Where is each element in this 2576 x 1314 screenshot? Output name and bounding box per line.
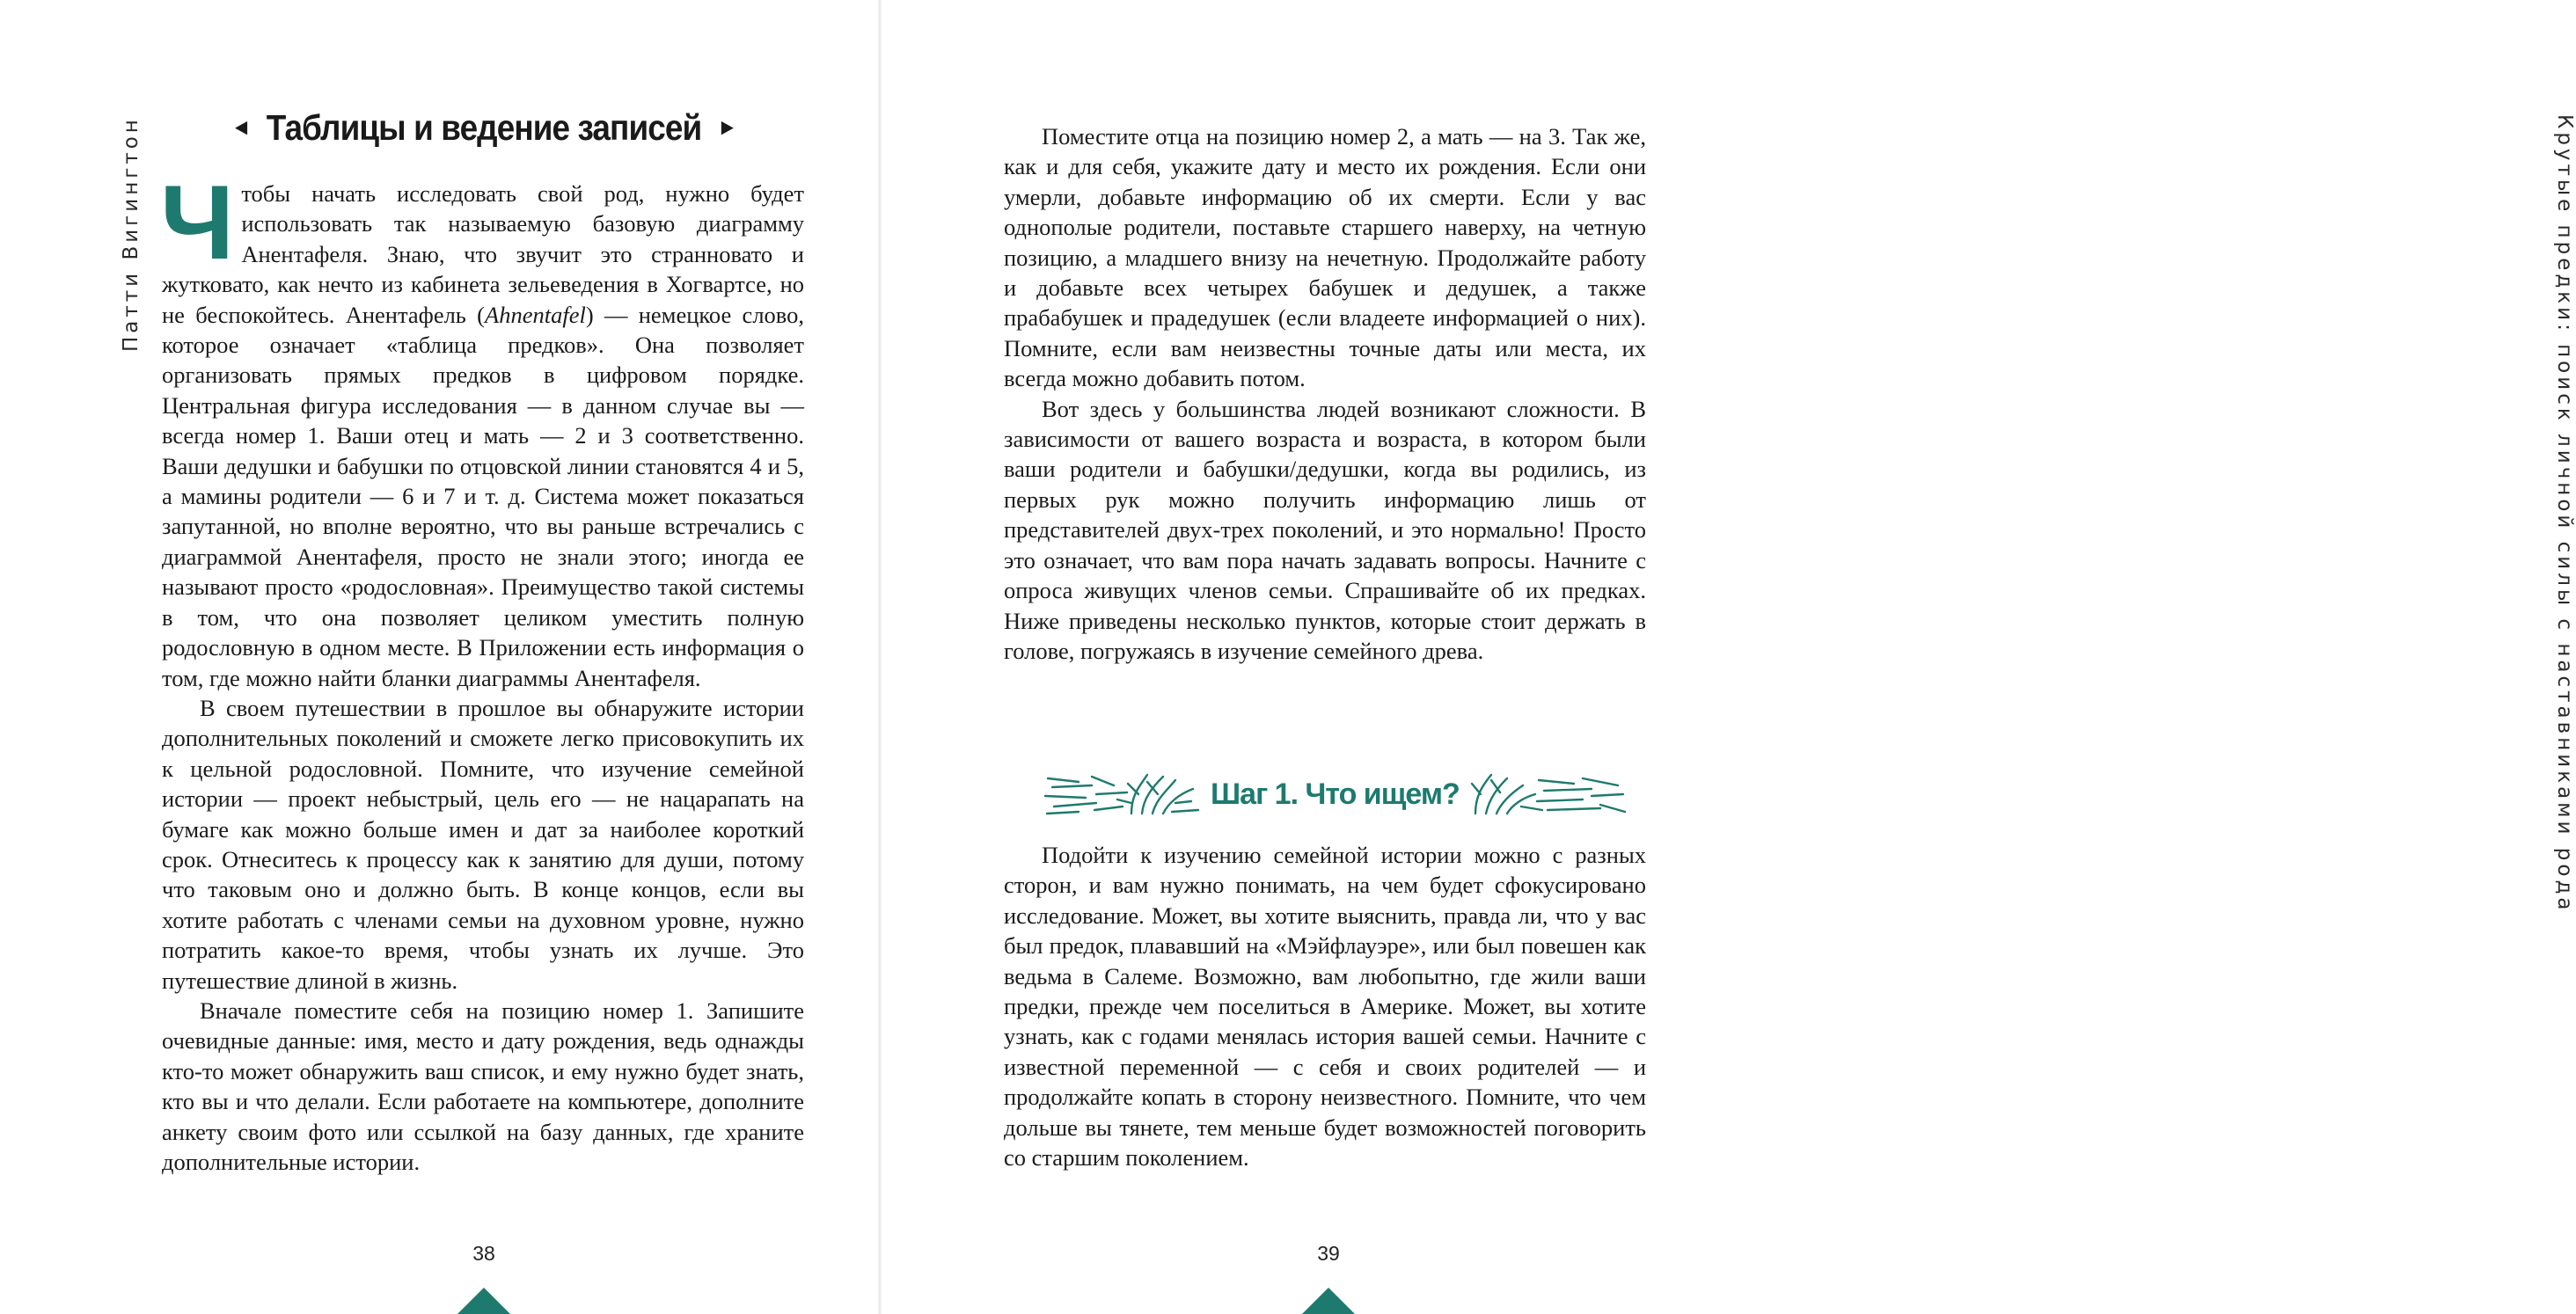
running-head-author: Патти Вигингтон: [120, 116, 143, 352]
page-number: 39: [1317, 1242, 1340, 1265]
italic-term: Ahnentafel: [485, 301, 586, 328]
chapter-title-text: Таблицы и ведение записей: [266, 107, 702, 148]
right-body-text: [1004, 121, 1646, 666]
right-triangle-icon: ►: [717, 113, 737, 140]
right-page: [880, 0, 2576, 1314]
running-head-book-title: Крутые предки: поиск личной силы с наставниками рода: [2553, 114, 2576, 914]
seaweed-ornament-icon: [1043, 768, 1202, 821]
paragraph: Поместите отца на позицию номер 2, а мать — на 3. Так же, как и для себя, укажите дату и место их рождения. Если они умерли, добавьте информацию об их смерти. Если у вас однополые родители, поставьте старшего наверху, на четную позицию, а младшего внизу на нечетную. Продолжайте работу и добавьте всех четырех бабушек и дедушек, а также прабабушек и прадедушек (если владеете информацией о них). Помните, если вам неизвестны точные даты или места, их всегда можно добавить потом.: [1004, 123, 1646, 392]
drop-cap: Ч: [160, 164, 235, 281]
right-body-text-2: [1004, 840, 1646, 1172]
chapter-title: [191, 107, 777, 149]
paragraph-text: тобы начать исследовать свой род, нужно будет использовать так называемую базовую диаграмму Анентафеля. Знаю, что звучит это странновато и жутковато, как нечто из кабинета зельеведения в Хогвартсе, но не беспокойтесь. Анентафель (: [162, 180, 804, 328]
paragraph: Подойти к изучению семейной истории можно с разных сторон, и вам нужно понимать, на чем будет сфокусировано исследование. Может, вы хотите выяснить, правда ли, что у вас был предок, плававший на «Мэйфлауэре», или был повешен как ведьма в Салеме. Возможно, вам любопытно, где жили ваши предки, прежде чем поселиться в Америке. Может, вы хотите узнать, как с годами менялась история вашей семьи. Начните с известной переменной — с себя и своих родителей — и продолжайте копать в сторону неизвестного. Помните, что чем дольше вы тянете, тем меньше будет возможностей поговорить со старшим поколением.: [1004, 842, 1646, 1172]
triangle-icon: [1302, 1288, 1355, 1314]
paragraph: В своем путешествии в прошлое вы обнаружите истории дополнительных поколений и сможете легко присовокупить их к цельной родословной. Помните, что изучение семейной истории — проект небыстрый, цель его — не нацарапать на бумаге как можно больше имен и дат за наиболее короткий срок. Отнеситесь к процессу как к занятию для души, потому что таковым оно и должно быть. В конце концов, если вы хотите работать с членами семьи на духовном уровне, нужно потратить какое-то время, чтобы узнать их лучше. Это путешествие длиной в жизнь.: [162, 694, 804, 994]
paragraph-text: ) — немецкое слово, которое означает «таблица предков». Она позволяет организовать прямых предков в цифровом порядке. Центральная фигура исследования — в данном случае вы — всегда номер 1. Ваши отец и мать — 2 и 3 соответственно. Ваши дедушки и бабушки по отцовской линии становятся 4 и 5, а мамины родители — 6 и 7 и т. д. Система может показаться запутанной, но вполне вероятно, что вы раньше встречались с диаграммой Анентафеля, просто не знали этого; иногда ее называют просто «родословная». Преимущество такой системы в том, что она позволяет целиком уместить полную родословную в одном месте. В Приложении есть информация о том, где можно найти бланки диаграммы Анентафеля.: [162, 301, 804, 691]
paragraph: [160, 164, 804, 693]
left-body-text: [160, 164, 804, 1177]
seaweed-ornament-icon: [1468, 768, 1627, 821]
triangle-icon: [457, 1288, 510, 1314]
paragraph: Вот здесь у большинства людей возникают сложности. В зависимости от вашего возраста и возраста, в котором были ваши родители и бабушки/дедушки, когда вы родились, из первых рук можно получить информацию лишь от представителей двух-трех поколений, и это нормально! Просто это означает, что вам пора начать задавать вопросы. Начните с опроса живущих членов семьи. Спрашивайте об их предках. Ниже приведены несколько пунктов, которые стоит держать в голове, погружаясь в изучение семейного древа.: [1004, 395, 1646, 664]
left-page: [0, 0, 880, 1314]
step-heading: [1043, 763, 1606, 825]
page-number: 38: [472, 1242, 495, 1265]
paragraph: Вначале поместите себя на позицию номер 1. Запишите очевидные данные: имя, место и дату рождения, ведь однажды кто-то может обнаружить ваш список, и ему нужно будет знать, кто вы и что делали. Если работаете на компьютере, дополните анкету своим фото или ссылкой на базу данных, где храните дополнительные истории.: [162, 996, 804, 1175]
left-triangle-icon: ◄: [231, 113, 251, 140]
step-title: Шаг 1. Что ищем?: [1211, 777, 1460, 811]
